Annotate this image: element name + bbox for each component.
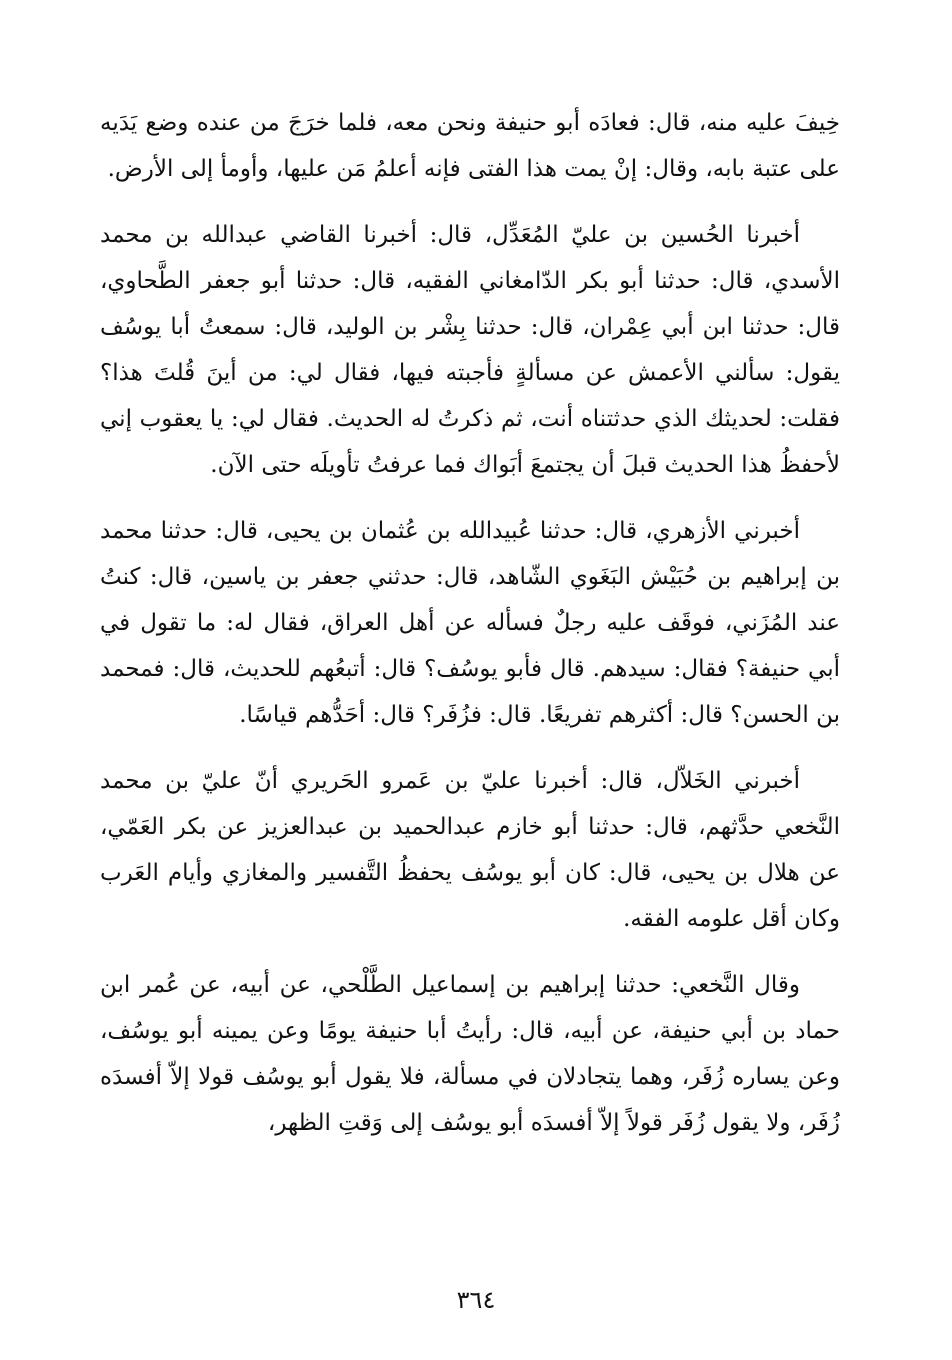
paragraph-3: أخبرني الأزهري، قال: حدثنا عُبيدالله بن عُثمان بن يحيى، قال: حدثنا محمد بن إبراهيم بن حُبَيْش البَغَوي الشّاهد، قال: حدثني جعفر بن ياسين، قال: كنتُ عند المُزَني، فوقَف عليه رجلٌ فسأله عن أهل العراق، فقال له: ما تقول في أبي حنيفة؟ فقال: سيدهم. قال فأبو يوسُف؟ قال: أتبعُهم للحديث، قال: فمحمد بن الحسن؟ قال: أكثرهم تفريعًا. قال: فزُفَر؟ قال: أحَدُّهم قياسًا.	[100, 518, 840, 728]
paragraph-4: أخبرني الخَلاّل، قال: أخبرنا عليّ بن عَمرو الحَريري أنّ عليّ بن محمد النَّخعي حدَّثهم، قال: حدثنا أبو خازم عبدالحميد بن عبدالعزيز عن بكر العَمّي، عن هلال بن يحيى، قال: كان أبو يوسُف يحفظُ التَّفسير والمغازي وأيام العَرب وكان أقل علومه الفقه.	[100, 768, 840, 932]
page-text-block	[100, 100, 840, 1166]
page-number: ٣٦٤	[456, 1286, 496, 1314]
paragraph-2: أخبرنا الحُسين بن عليّ المُعَدِّل، قال: أخبرنا القاضي عبدالله بن محمد الأسدي، قال: حدثنا أبو بكر الدّامغاني الفقيه، قال: حدثنا أبو جعفر الطَّحاوي، قال: حدثنا ابن أبي عِمْران، قال: حدثنا بِشْر بن الوليد، قال: سمعتُ أبا يوسُف يقول: سألني الأعمش عن مسألةٍ فأجبته فيها، فقال لي: من أينَ قُلتَ هذا؟ فقلت: لحديثك الذي حدثتناه أنت، ثم ذكرتُ له الحديث. فقال لي: يا يعقوب إني لأحفظُ هذا الحديث قبلَ أن يجتمعَ أبَواك فما عرفتُ تأويلَه حتى الآن.	[100, 222, 840, 478]
paragraph-1: خِيفَ عليه منه، قال: فعادَه أبو حنيفة ونحن معه، فلما خرَجَ من عنده وضع يَدَيه على عتبة بابه، وقال: إنْ يمت هذا الفتى فإنه أعلمُ مَن عليها، وأومأ إلى الأرض.	[100, 110, 840, 182]
paragraph-5: وقال النَّخعي: حدثنا إبراهيم بن إسماعيل الطَّلْحي، عن أبيه، عن عُمر ابن حماد بن أبي حنيفة، عن أبيه، قال: رأيتُ أبا حنيفة يومًا وعن يمينه أبو يوسُف، وعن يساره زُفَر، وهما يتجادلان في مسألة، فلا يقول أبو يوسُف قولا إلاّ أفسدَه زُفَر، ولا يقول زُفَر قولاً إلاّ أفسدَه أبو يوسُف إلى وَقتِ الظهر،	[100, 972, 840, 1136]
